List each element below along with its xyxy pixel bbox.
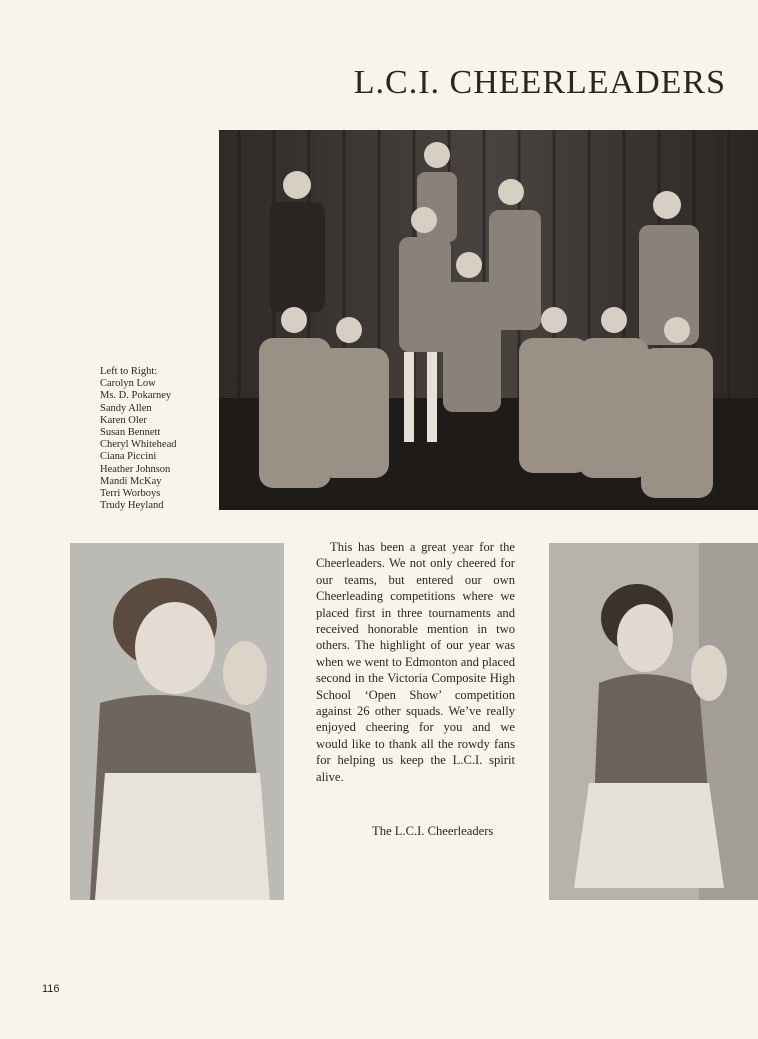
caption-name: Karen Oler: [100, 414, 147, 426]
group-photo-image: [219, 130, 758, 510]
article-signature: The L.C.I. Cheerleaders: [372, 824, 494, 838]
group-photo: [219, 130, 758, 510]
caption-name: Carolyn Low: [100, 378, 156, 390]
article-body: This has been a great year for the Cheerleaders. We not only cheered for our teams, but entered our own Cheerleading competitions where we placed first in three tournaments and received honorable mention in two others. The highlight of our year was when we went to Edmonton and placed second in the Victoria Composite High School ‘Open Show’ competition against 26 other squads. We’ve really enjoyed cheering for you and we would like to thank all the rowdy fans for helping us keep the L.C.I. spirit alive.: [316, 540, 515, 784]
caption-name: Sandy Allen: [100, 402, 152, 414]
left-cheerleader-photo: [70, 543, 284, 900]
caption-name: Cheryl Whitehead: [100, 439, 177, 451]
caption-name: Susan Bennett: [100, 427, 161, 439]
caption-name: Terri Worboys: [100, 488, 161, 500]
caption-heading: Left to Right:: [100, 366, 158, 377]
caption-name: Heather Johnson: [100, 463, 171, 475]
page-number: 116: [42, 983, 60, 995]
caption-name: Mandi McKay: [100, 475, 162, 487]
photo-caption: [100, 366, 215, 512]
caption-name: Ms. D. Pokarney: [100, 390, 172, 402]
caption-name: Ciana Piccini: [100, 451, 157, 463]
page-title: L.C.I. CHEERLEADERS: [353, 64, 726, 101]
left-photo-image: [70, 543, 284, 900]
caption-name: Trudy Heyland: [100, 500, 164, 512]
right-cheerleader-photo: [549, 543, 758, 900]
right-photo-image: [549, 543, 758, 900]
